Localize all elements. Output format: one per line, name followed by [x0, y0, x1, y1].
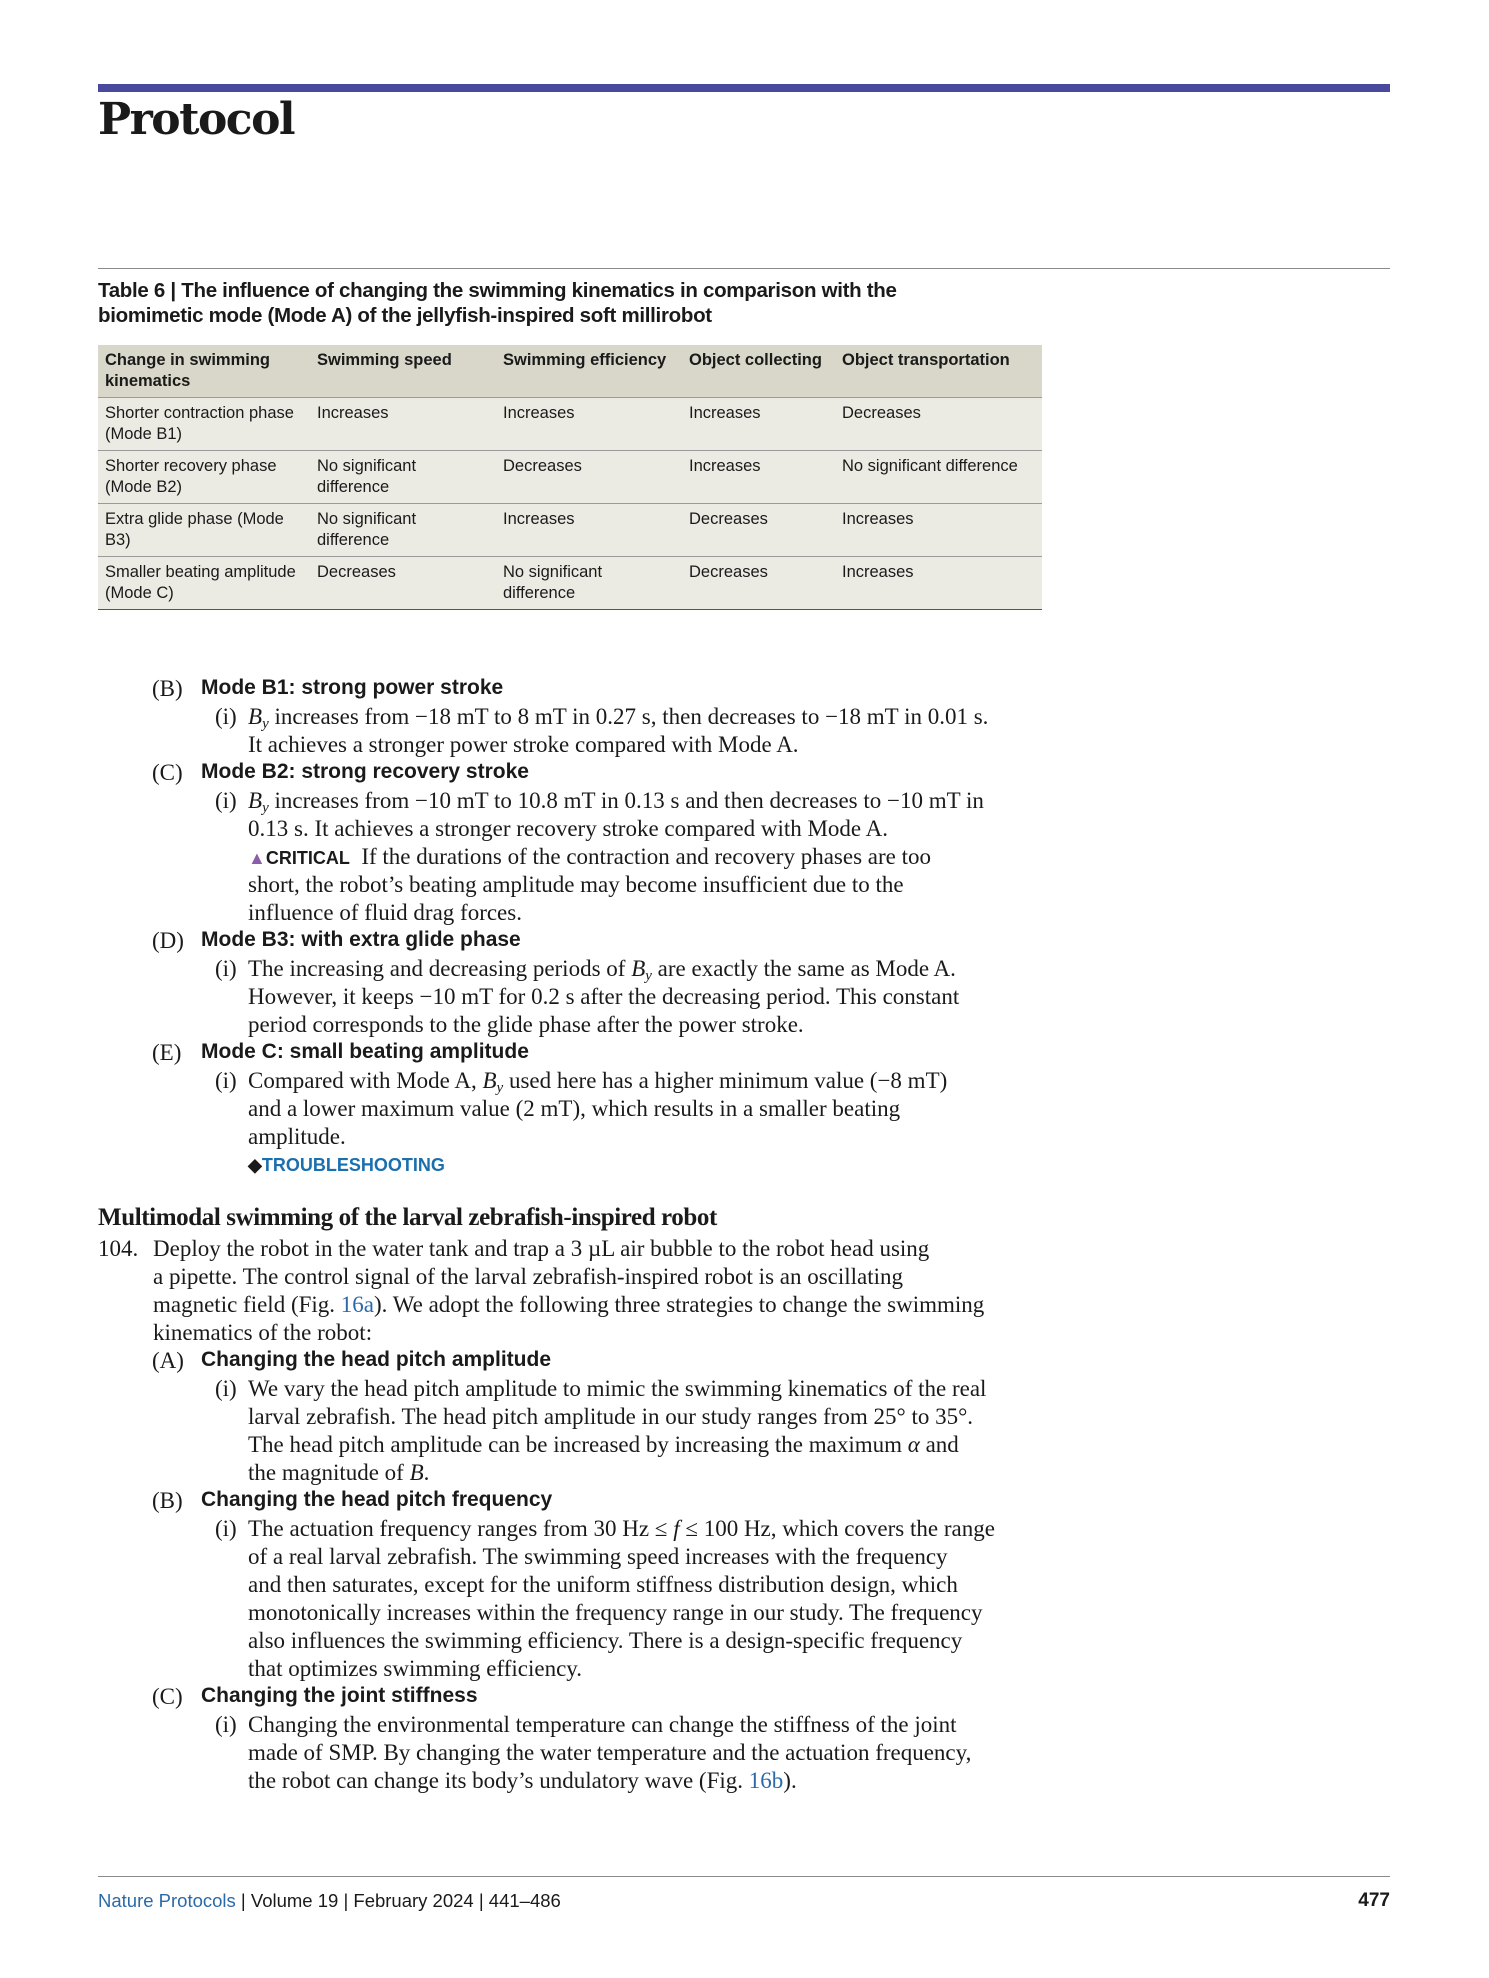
mode-b-title: Mode B1: strong power stroke	[201, 676, 504, 699]
table-top-rule	[98, 268, 1390, 269]
mode-d-title: Mode B3: with extra glide phase	[201, 928, 521, 951]
zf-c-label: (C)	[152, 1684, 183, 1709]
critical-note: ▲CRITICAL If the durations of the contraction and recovery phases are too	[248, 844, 931, 869]
mode-e-text-2: and a lower maximum value (2 mT), which results in a smaller beating	[248, 1096, 901, 1121]
zf-b-text-4: monotonically increases within the frequency range in our study. The frequency	[248, 1600, 983, 1625]
zf-b-text-2: of a real larval zebrafish. The swimming speed increases with the frequency	[248, 1544, 948, 1569]
table-header-row	[98, 345, 1042, 398]
zebrafish-heading: Multimodal swimming of the larval zebrafish-inspired robot	[98, 1204, 717, 1231]
table-cell: Extra glide phase (Mode B3)	[98, 504, 310, 557]
mode-b-text-1: $B_y$ increases from −18 mT to 8 mT in 0.27 s, then decreases to −18 mT in 0.01 s.	[248, 704, 989, 732]
step-text-2: a pipette. The control signal of the larval zebrafish-inspired robot is an oscillating	[153, 1264, 904, 1289]
table-row	[98, 504, 1042, 557]
mode-c-title: Mode B2: strong recovery stroke	[201, 760, 529, 783]
zf-c-text-3: the robot can change its body’s undulatory wave (Fig. 16b).	[248, 1768, 797, 1793]
table-cell: No significant difference	[310, 451, 496, 504]
table-cell: Increases	[835, 557, 1042, 610]
zf-b-text-3: and then saturates, except for the uniform stiffness distribution design, which	[248, 1572, 958, 1597]
table-header-cell: Change in swimming kinematics	[98, 345, 310, 398]
footer-citation: Nature Protocols | Volume 19 | February 2024 | 441–486	[98, 1890, 561, 1911]
footer-rule	[98, 1876, 1390, 1877]
zf-b-title: Changing the head pitch frequency	[201, 1488, 553, 1511]
zf-b-text-1: The actuation frequency ranges from 30 Hz ≤ f ≤ 100 Hz, which covers the range	[248, 1516, 995, 1541]
mode-e-item: (i)	[215, 1068, 237, 1093]
zf-c-text-2: made of SMP. By changing the water temperature and the actuation frequency,	[248, 1740, 972, 1765]
mode-d-item: (i)	[215, 956, 237, 981]
table-cell: Decreases	[682, 504, 835, 557]
section-title: Protocol	[98, 94, 295, 145]
mode-b-item: (i)	[215, 704, 237, 729]
step-text-4: kinematics of the robot:	[153, 1320, 373, 1345]
top-accent-bar	[98, 84, 1390, 92]
table-header-cell: Swimming efficiency	[496, 345, 682, 398]
table-cell: Increases	[682, 398, 835, 451]
zf-b-text-6: that optimizes swimming efficiency.	[248, 1656, 583, 1681]
zf-a-text-4: the magnitude of B.	[248, 1460, 430, 1485]
zf-a-text-2: larval zebrafish. The head pitch amplitude in our study ranges from 25° to 35°.	[248, 1404, 974, 1429]
table-header-cell: Object transportation	[835, 345, 1042, 398]
table-caption-line: biomimetic mode (Mode A) of the jellyfish-inspired soft millirobot	[98, 304, 712, 327]
table-cell: Decreases	[310, 557, 496, 610]
mode-b-text-2: It achieves a stronger power stroke compared with Mode A.	[248, 732, 799, 757]
journal-name[interactable]: Nature Protocols	[98, 1890, 236, 1911]
table-cell: No significant difference	[496, 557, 682, 610]
mode-c-label: (C)	[152, 760, 183, 785]
mode-c-item: (i)	[215, 788, 237, 813]
table-cell: Decreases	[682, 557, 835, 610]
table-header-cell: Swimming speed	[310, 345, 496, 398]
troubleshooting-label: TROUBLESHOOTING	[261, 1155, 445, 1175]
troubleshooting-link[interactable]	[248, 1155, 445, 1176]
fig-16b-link[interactable]: 16b	[748, 1768, 784, 1793]
step-text-1: Deploy the robot in the water tank and trap a 3 µL air bubble to the robot head using	[153, 1236, 930, 1261]
zf-b-item: (i)	[215, 1516, 237, 1541]
table-cell: Increases	[682, 451, 835, 504]
mode-d-text-3: period corresponds to the glide phase after the power stroke.	[248, 1012, 804, 1037]
table-cell: Increases	[496, 504, 682, 557]
mode-b-label: (B)	[152, 676, 183, 701]
table-row	[98, 398, 1042, 451]
table-header-cell: Object collecting	[682, 345, 835, 398]
zf-a-text-1: We vary the head pitch amplitude to mimic the swimming kinematics of the real	[248, 1376, 987, 1401]
table-cell: Smaller beating amplitude (Mode C)	[98, 557, 310, 610]
critical-triangle-icon: ▲	[248, 848, 266, 868]
step-text-3: magnetic field (Fig. 16a). We adopt the following three strategies to change the swimming	[153, 1292, 985, 1317]
zf-b-label: (B)	[152, 1488, 183, 1513]
zf-c-title: Changing the joint stiffness	[201, 1684, 478, 1707]
mode-d-text-2: However, it keeps −10 mT for 0.2 s after the decreasing period. This constant	[248, 984, 960, 1009]
page-number: 477	[1358, 1890, 1390, 1911]
diamond-icon: ◆	[248, 1155, 262, 1175]
zf-b-text-5: also influences the swimming efficiency. There is a design-specific frequency	[248, 1628, 963, 1653]
table-cell: Increases	[310, 398, 496, 451]
mode-e-text-3: amplitude.	[248, 1124, 346, 1149]
table-cell: Decreases	[835, 398, 1042, 451]
table-row	[98, 451, 1042, 504]
zf-a-text-3: The head pitch amplitude can be increased by increasing the maximum α and	[248, 1432, 959, 1457]
table-cell: Shorter recovery phase (Mode B2)	[98, 451, 310, 504]
step-number: 104.	[98, 1236, 139, 1261]
kinematics-table	[98, 345, 1042, 610]
mode-c-text-2: 0.13 s. It achieves a stronger recovery stroke compared with Mode A.	[248, 816, 888, 841]
zf-a-title: Changing the head pitch amplitude	[201, 1348, 552, 1371]
mode-e-label: (E)	[152, 1040, 182, 1065]
critical-label: CRITICAL	[265, 848, 350, 868]
table-caption	[98, 278, 998, 328]
mode-e-title: Mode C: small beating amplitude	[201, 1040, 529, 1063]
table-cell: No significant difference	[310, 504, 496, 557]
fig-16a-link[interactable]: 16a	[340, 1292, 375, 1317]
table-cell: No significant difference	[835, 451, 1042, 504]
table-cell: Increases	[496, 398, 682, 451]
table-caption-line: Table 6 | The influence of changing the swimming kinematics in comparison with the	[98, 279, 897, 302]
zf-c-text-1: Changing the environmental temperature can change the stiffness of the joint	[248, 1712, 957, 1737]
zf-c-item: (i)	[215, 1712, 237, 1737]
zf-a-label: (A)	[152, 1348, 184, 1373]
critical-text-2: short, the robot’s beating amplitude may become insufficient due to the	[248, 872, 904, 897]
table-cell: Decreases	[496, 451, 682, 504]
mode-c-text-1: $B_y$ increases from −10 mT to 10.8 mT in 0.13 s and then decreases to −10 mT in	[248, 788, 984, 816]
mode-d-text-1: The increasing and decreasing periods of $B_y$ are exactly the same as Mode A.	[248, 956, 956, 984]
mode-d-label: (D)	[152, 928, 184, 953]
table-row	[98, 557, 1042, 610]
critical-text-3: influence of fluid drag forces.	[248, 900, 522, 925]
table-cell: Shorter contraction phase (Mode B1)	[98, 398, 310, 451]
table-cell: Increases	[835, 504, 1042, 557]
zf-a-item: (i)	[215, 1376, 237, 1401]
mode-e-text-1: Compared with Mode A, $B_y$ used here has a higher minimum value (−8 mT)	[248, 1068, 948, 1096]
